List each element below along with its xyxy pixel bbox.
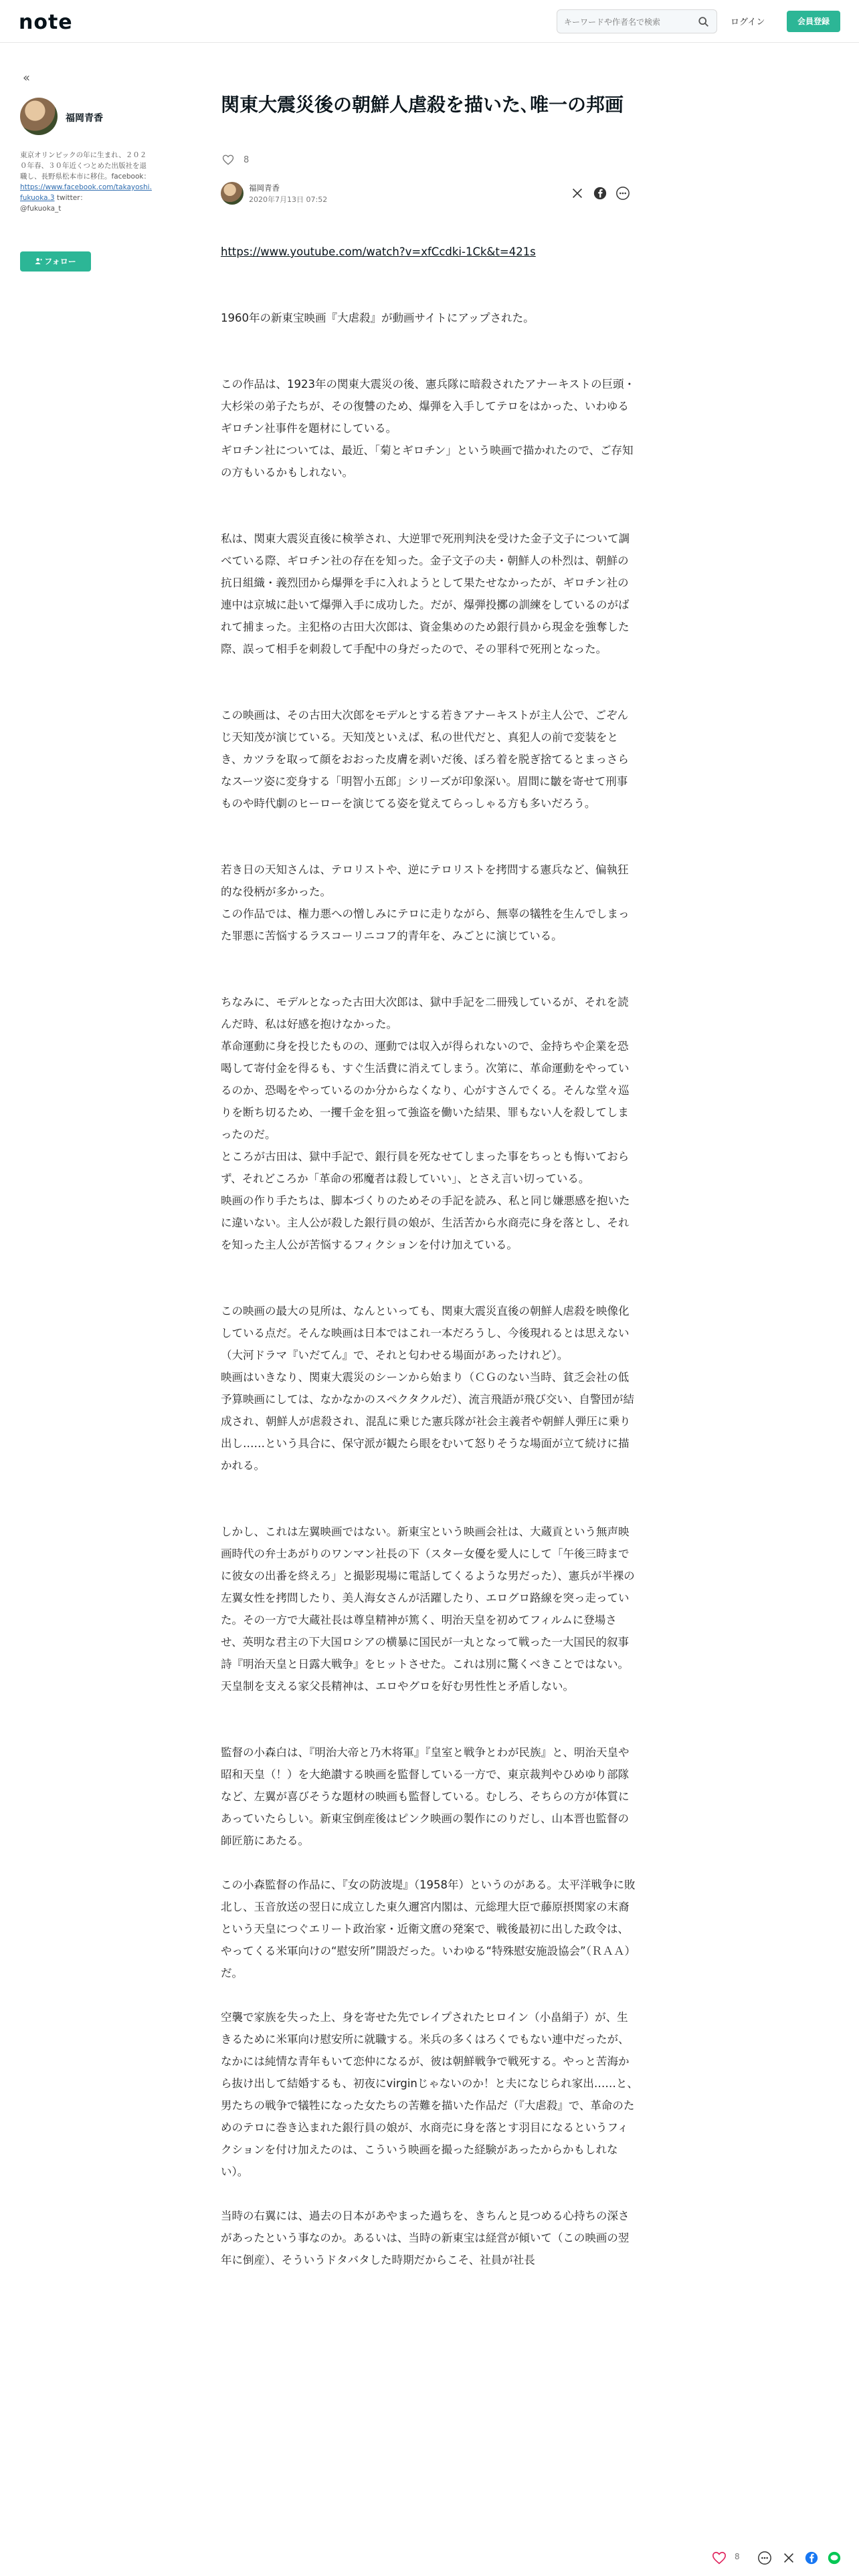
search-icon[interactable] <box>698 16 710 28</box>
article-title: 関東大震災後の朝鮮人虐殺を描いた､唯一の邦画 <box>221 94 624 116</box>
paragraph: この小森監督の作品に、『女の防波堤』（1958年）というのがある。太平洋戦争に敗北し、玉音放送の翌日に成立した東久邇宮内閣は、元総理大臣で藤原摂関家の末裔という天皇につぐエリート政治家・近衛文麿の発案で、戦後最初に出した政令は、やってくる米軍向けの“慰安所”開設だった。いわゆる“特殊慰安施設協会”（ＲＡＡ）だ。 <box>221 1879 636 1979</box>
like-area[interactable] <box>222 154 249 167</box>
youtube-link[interactable]: https://www.youtube.com/watch?v=xfCcdki-1Ck&t=421s <box>221 245 536 258</box>
share-icon[interactable] <box>757 2551 772 2565</box>
paragraph: 監督の小森白は、『明治大帝と乃木将軍』『皇室と戦争とわが民族』と、明治天皇や昭和天皇（！）を大絶讃する映画を監督している一方で、東京裁判やひめゆり部隊など、左翼が喜びそうな題材の映画も監督している。むしろ、そちらの方が体質にあっていたらしい。新東宝倒産後はピンク映画の製作にのりだし、山本晋也監督の師匠筋にあたる。 <box>221 1746 630 1847</box>
line-icon[interactable] <box>827 2551 842 2565</box>
article-author-name[interactable]: 福岡青香 <box>249 183 280 193</box>
facebook-icon[interactable] <box>593 186 607 201</box>
login-link[interactable]: ログイン <box>731 17 765 27</box>
article-author-avatar[interactable] <box>221 182 244 205</box>
paragraph: 1960年の新東宝映画『大虐殺』が動画サイトにアップされた。 <box>221 312 535 324</box>
x-icon[interactable] <box>570 186 585 201</box>
author-bio <box>20 150 153 214</box>
x-icon[interactable] <box>781 2551 796 2565</box>
search-input[interactable] <box>564 15 691 29</box>
article-author-row <box>221 182 638 206</box>
site-header <box>0 0 859 43</box>
follow-label: フォロー <box>44 257 76 266</box>
facebook-link[interactable]: https://www.facebook.com/takayoshi.fukuoka.3 <box>20 183 152 202</box>
paragraph: この映画の最大の見所は、なんといっても、関東大震災直後の朝鮮人虐殺を映像化している点だ。そんな映画は日本ではこれ一本だろうし、今後現れるとは思えない（大河ドラマ『いだてん』で、それと匂わせる場面があったけれど）。 映画はいきなり、関東大震災のシーンから始まり（ＣＧのない当時、貧乏会社の低予算映画にしては、なかなかのスペクタクルだ）、流言飛語が飛び交い、自警団が結成され、朝鮮人が虐殺され、混乱に乗じた憲兵隊が社会主義者や朝鮮人弾圧に乗り出し……という具合に、保守派が観たら眼をむいて怒りそうな場面が立て続けに描かれる。 <box>221 1305 634 1472</box>
note-logo[interactable]: note <box>19 11 73 34</box>
paragraph: ちなみに、モデルとなった古田大次郎は、獄中手記を二冊残しているが、それを読んだ時、私は好感を抱けなかった。 革命運動に身を投じたものの、運動では収入が得られないので、金持ちや企業を恐喝して寄付金を得るも、すぐ生活費に消えてしまう。次第に、革命運動をやっているのか、恐喝をやっているのか分からなくなり、心がすさんでくる。そんな堂々巡りを断ち切るため、一攫千金を狙って強盗を働いた結果、罪もない人を殺してしまったのだ。 ところが古田は、獄中手記で、銀行員を死なせてしまった事をちっとも悔いておらず、それどころか「革命の邪魔者は殺していい」、とさえ言い切っている。 映画の作り手たちは、脚本づくりのためその手記を読み、私と同じ嫌悪感を抱いたに違いない。主人公が殺した銀行員の娘が、生活苦から水商売に身を落とし、それを知った主人公が苦悩するフィクションを付け加えている。 <box>221 996 630 1251</box>
signup-button[interactable]: 会員登録 <box>787 11 840 32</box>
paragraph: 若き日の天知さんは、テロリストや、逆にテロリストを拷問する憲兵など、偏執狂的な役柄が多かった。 この作品では、権力悪への憎しみにテロに走りながら、無辜の犠牲を生んでしまった罪悪に苦悩するラスコーリニコフ的青年を、みごとに演じている。 <box>221 863 630 942</box>
paragraph: しかし、これは左翼映画ではない。新東宝という映画会社は、大蔵貢という無声映画時代の弁士あがりのワンマン社長の下（スター女優を愛人にして「午後三時までに彼女の出番を終えろ」と撮影現場に電話してくるような男だった）、憲兵が半裸の左翼女性を拷問したり、美人海女さんが活躍したり、エログロ路線を突っ走っていた。その一方で大蔵社長は尊皇精神が篤く、明治天皇を初めてフィルムに登場させ、英明な君主の下大国ロシアの横暴に国民が一丸となって戦った一大国民的叙事詩『明治天皇と日露大戦争』をヒットさせた。これは別に驚くべきことではない。天皇制を支える家父長精神は、エロやグロを好む男性性と矛盾しない。 <box>221 1525 635 1693</box>
float-like-count: 8 <box>735 2552 740 2561</box>
share-icon[interactable] <box>615 186 630 201</box>
search-box[interactable] <box>557 9 717 33</box>
article-date: 2020年7月13日 07:52 <box>249 195 328 204</box>
collapse-sidebar-icon[interactable]: « <box>23 71 31 85</box>
paragraph: 当時の右翼には、過去の日本があやまった過ちを、きちんと見つめる心持ちの深さがあったという事なのか。あるいは、当時の新東宝は経営が傾いて（この映画の翌年に倒産）、そういうドタバタした時期だからこそ、社員が社長 <box>221 2210 630 2266</box>
like-count: 8 <box>244 154 250 165</box>
paragraph: この作品は、1923年の関東大震災の後、憲兵隊に暗殺されたアナーキストの巨頭・大杉栄の弟子たちが、その復讐のため、爆弾を入手してテロをはかった、いわゆるギロチン社事件を題材にしている。 ギロチン社については、最近、「菊とギロチン」という映画で描かれたので、ご存知の方もいるかもしれない。 <box>221 378 636 479</box>
author-avatar[interactable] <box>20 98 58 135</box>
bio-text: 東京オリンピックの年に生まれ、２０２０年春、３０年近くつとめた出版社を退職し、長野県松本市に移住。facebook： <box>20 151 151 181</box>
paragraph: この映画は、その古田大次郎をモデルとする若きアナーキストが主人公で、ごぞんじ天知茂が演じている。天知茂といえば、私の世代だと、真犯人の前で変装をとき、カツラを取って顔をおおった皮膚を剥いだ後、ぼろ着を脱ぎ捨てるとまっさらなスーツ姿に変身する「明智小五郎」シリーズが印象深い。眉間に皺を寄せて刑事ものや時代劇のヒーローを演じてる姿を覚えてらっしゃる方も多いだろう。 <box>221 709 629 810</box>
floating-action-bar <box>704 2548 850 2568</box>
twitter-handle: @fukuoka_t <box>20 205 62 213</box>
facebook-icon[interactable] <box>804 2551 819 2565</box>
twitter-label: twitter： <box>56 194 88 202</box>
article-body <box>221 241 638 2293</box>
heart-icon[interactable] <box>712 2551 727 2565</box>
heart-icon[interactable] <box>222 154 234 166</box>
sidebar-author-name[interactable]: 福岡青香 <box>66 113 103 124</box>
follow-button[interactable] <box>20 251 91 272</box>
paragraph: 私は、関東大震災直後に検挙され、大逆罪で死刑判決を受けた金子文子について調べている際、ギロチン社の存在を知った。金子文子の夫・朝鮮人の朴烈は、朝鮮の抗日組織・義烈団から爆弾を手に入れようとして果たせなかったが、ギロチン社の連中は京城に赴いて爆弾入手に成功した。だが、爆弾投擲の訓練をしているのがばれて捕まった。主犯格の古田大次郎は、資金集めのため銀行員から現金を強奪した際、誤って相手を刺殺して手配中の身だったので、その罪科で死刑となった。 <box>221 532 630 655</box>
user-plus-icon <box>35 257 42 265</box>
paragraph: 空襲で家族を失った上、身を寄せた先でレイプされたヒロイン（小畠絹子）が、生きるために米軍向け慰安所に就職する。米兵の多くはろくでもない連中だったが、なかには純情な青年もいて恋仲になるが、彼は朝鮮戦争で戦死する。やっと苦海から抜け出して結婚するも、初夜にvirginじゃないのか！と夫になじられ家出……と、男たちの戦争で犠牲になった女たちの苦難を描いた作品だ（『大虐殺』で、革命のためのテロに巻き込まれた銀行員の娘が、水商売に身を落とす羽目になるというフィクションを付け加えたのは、こういう映画を撮った経験があったからかもしれない）。 <box>221 2011 638 2178</box>
